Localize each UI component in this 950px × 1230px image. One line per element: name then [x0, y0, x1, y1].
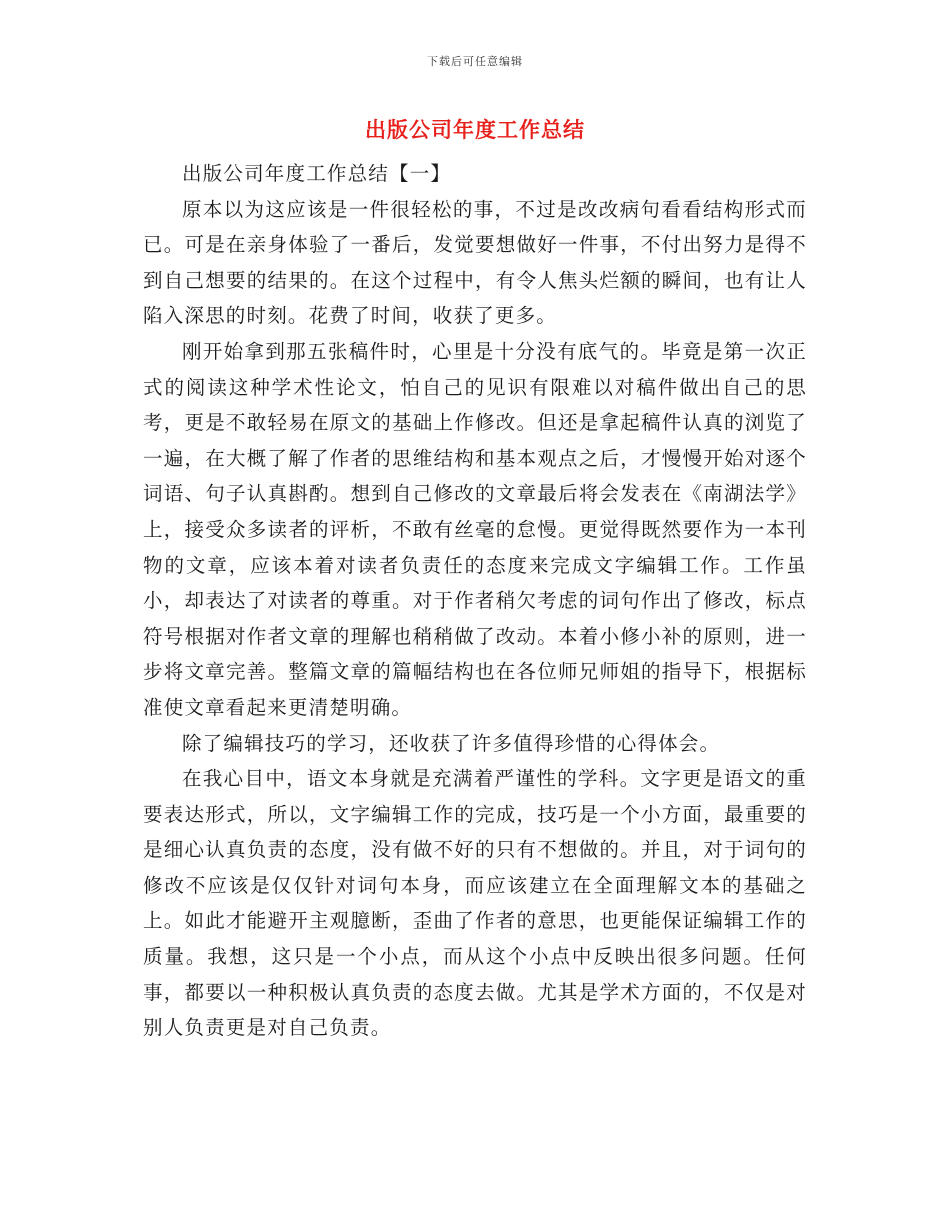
paragraph-4: 在我心目中，语文本身就是充满着严谨性的学科。文字更是语文的重要表达形式，所以，文字编辑工作的完成，技巧是一个小方面，最重要的是细心认真负责的态度，没有做不好的只有不想做的。并且，对于词句的修改不应该是仅仅针对词句本身，而应该建立在全面理解文本的基础之上。如此才能避开主观臆断，歪曲了作者的意思，也更能保证编辑工作的质量。我想，这只是一个小点，而从这个小点中反映出很多问题。任何事，都要以一种积极认真负责的态度去做。尤其是学术方面的，不仅是对别人负责更是对自己负责。	[143, 767, 807, 1040]
paragraph-2: 刚开始拿到那五张稿件时，心里是十分没有底气的。毕竟是第一次正式的阅读这种学术性论文，怕自己的见识有限难以对稿件做出自己的思考，更是不敢轻易在原文的基础上作修改。但还是拿起稿件认真的浏览了一遍，在大概了解了作者的思维结构和基本观点之后，才慢慢开始对逐个词语、句子认真斟酌。想到自己修改的文章最后将会发表在《南湖法学》上，接受众多读者的评析，不敢有丝毫的怠慢。更觉得既然要作为一本刊物的文章，应该本着对读者负责任的态度来完成文字编辑工作。工作虽小，却表达了对读者的尊重。对于作者稍欠考虑的词句作出了修改，标点符号根据对作者文章的理解也稍稍做了改动。本着小修小补的原则，进一步将文章完善。整篇文章的篇幅结构也在各位师兄师姐的指导下，根据标准使文章看起来更清楚明确。	[143, 339, 807, 719]
document-body	[143, 156, 807, 1046]
paragraph-3: 除了编辑技巧的学习，还收获了许多值得珍惜的心得体会。	[182, 731, 721, 755]
page-header: 下载后可任意编辑	[427, 55, 523, 68]
document-title: 出版公司年度工作总结	[365, 117, 585, 142]
document-subtitle: 出版公司年度工作总结【一】	[182, 162, 452, 185]
paragraph-1: 原本以为这应该是一件很轻松的事，不过是改改病句看看结构形式而已。可是在亲身体验了一番后，发觉要想做好一件事，不付出努力是得不到自己想要的结果的。在这个过程中，有令人焦头烂额的瞬间，也有让人陷入深思的时刻。花费了时间，收获了更多。	[143, 197, 807, 328]
